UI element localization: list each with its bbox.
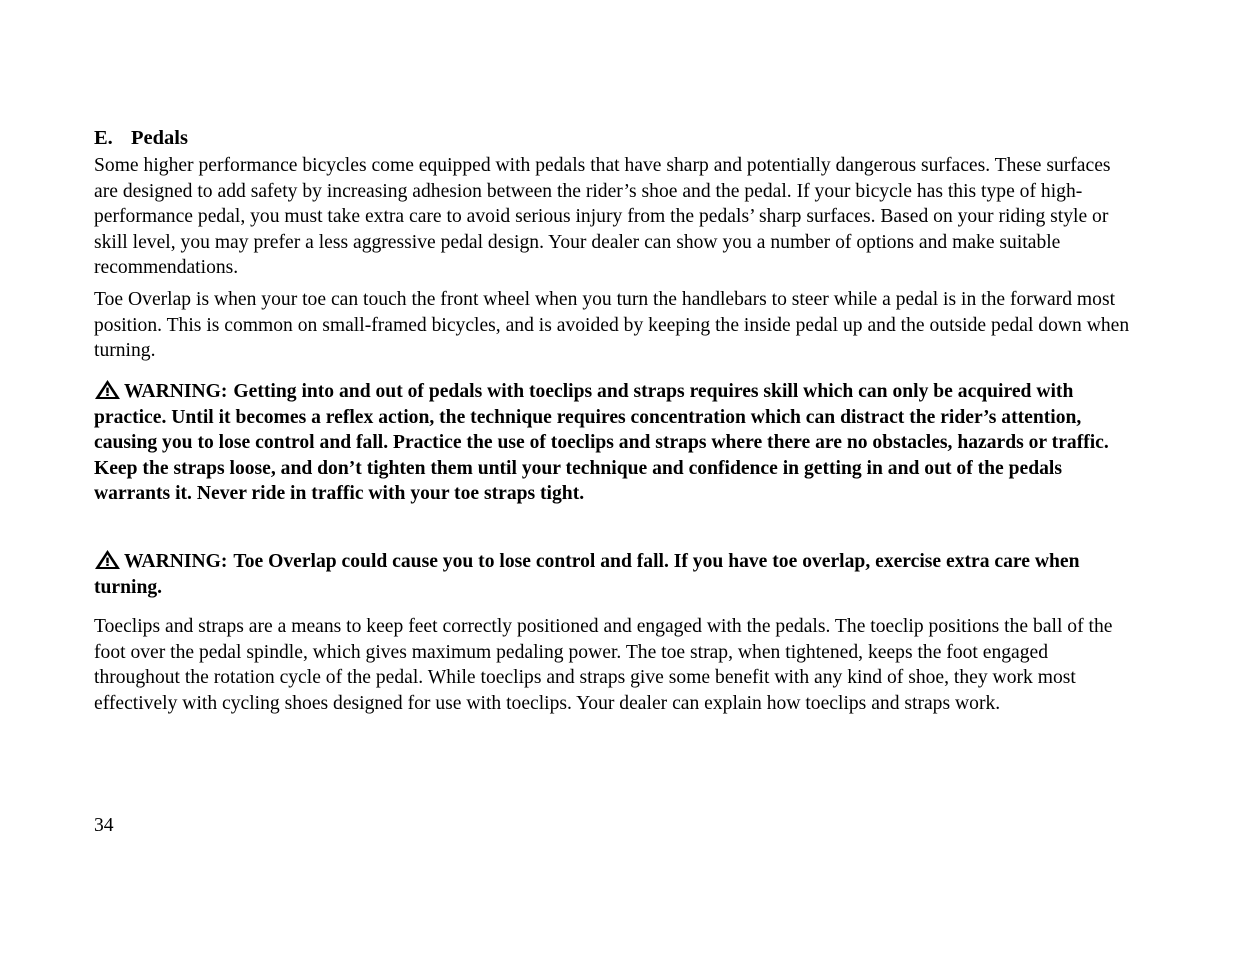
pedals-intro-paragraph: Some higher performance bicycles come equipped with pedals that have sharp and potentially dangerous surfaces. These surfaces are designed to add safety by increasing adhesion between the rider’s shoe and the pedal. If your bicycle has this type of high-performance pedal, you must take extra care to avoid serious injury from the pedals’ sharp surfaces. Based on your riding style or skill level, you may prefer a less aggressive pedal design. Your dealer can show you a number of options and make suitable recommendations. (94, 155, 1111, 279)
page-number: 34 (94, 815, 114, 836)
warning-text: Getting into and out of pedals with toeclips and straps requires skill which can only be acquired with practice. Until it becomes a reflex action, the technique requires concentration which can distract the rider’s attention, causing you to lose control and fall. Practice the use of toeclips and straps where there are no obstacles, hazards or traffic. Keep the straps loose, and don’t tighten them until your technique and confidence in getting in and out of the pedals warrants it. Never ride in traffic with your toe straps tight. (94, 381, 1109, 505)
warning-triangle-icon (94, 379, 121, 400)
warning-triangle-icon (94, 549, 121, 570)
toeclips-warning (94, 379, 1134, 507)
toe-overlap-paragraph: Toe Overlap is when your toe can touch the front wheel when you turn the handlebars to steer while a pedal is in the forward most position. This is common on small-framed bicycles, and is avoided by keeping the inside pedal up and the outside pedal down when turning. (94, 289, 1130, 362)
toeclips-paragraph: Toeclips and straps are a means to keep feet correctly positioned and engaged with the pedals. The toeclip positions the ball of the foot over the pedal spindle, which gives maximum pedaling power. The toe strap, when tightened, keeps the foot engaged throughout the rotation cycle of the pedal. While toeclips and straps give some benefit with any kind of shoe, they work most effectively with cycling shoes designed for use with toeclips. Your dealer can explain how toeclips and straps work. (94, 616, 1113, 714)
warning-text: Toe Overlap could cause you to lose control and fall. If you have toe overlap, exercise extra care when turning. (94, 551, 1080, 598)
toe-overlap-warning (94, 549, 1134, 600)
warning-label: WARNING: (124, 381, 228, 402)
section-title: Pedals (131, 127, 188, 149)
manual-page (94, 0, 1134, 954)
warning-label: WARNING: (124, 551, 228, 572)
section-heading (94, 125, 188, 151)
section-letter: E. (94, 127, 113, 149)
